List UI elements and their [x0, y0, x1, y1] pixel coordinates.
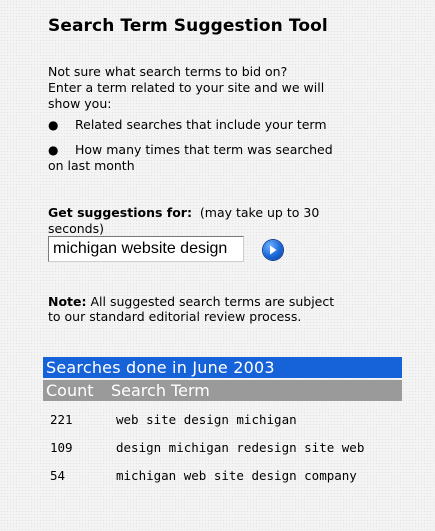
intro-line-1: Not sure what search terms to bid on? [48, 64, 288, 79]
suggestions-hint: (may take up to 30 [199, 205, 320, 220]
bullet-icon: ● [48, 143, 59, 157]
table-row [43, 405, 402, 433]
suggestions-label-bold: Get suggestions for: [48, 205, 192, 220]
row-count: 54 [50, 467, 66, 483]
table-row [43, 433, 402, 461]
intro-text [48, 64, 388, 112]
row-search-term: design michigan redesign site web [116, 439, 365, 455]
note-text: All suggested search terms are subject [90, 294, 335, 309]
table-row [43, 461, 402, 489]
feature-list [48, 117, 388, 174]
row-search-term: michigan web site design company [116, 467, 357, 483]
arrow-right-circle-icon [263, 240, 283, 260]
note-text-continued: to our standard editorial review process. [48, 309, 302, 324]
intro-line-2: Enter a term related to your site and we will [48, 80, 325, 95]
row-count: 109 [50, 439, 73, 455]
search-term-input[interactable] [48, 236, 244, 262]
row-count: 221 [50, 411, 73, 427]
note-label: Note: [48, 294, 87, 309]
suggestions-hint-continued: seconds) [48, 221, 104, 236]
results-column-header [43, 380, 402, 401]
page-title: Search Term Suggestion Tool [48, 16, 328, 36]
results-table [43, 405, 402, 489]
feature-item-text: Related searches that include your term [75, 117, 327, 132]
row-search-term: web site design michigan [116, 411, 297, 427]
editorial-note [48, 294, 393, 324]
feature-item-count [48, 142, 388, 174]
feature-item-text: How many times that term was searched [75, 142, 333, 157]
column-header-count: Count [46, 381, 94, 400]
feature-item-text-continued: on last month [48, 158, 135, 173]
feature-item-related [48, 117, 388, 133]
column-header-search-term: Search Term [111, 381, 210, 400]
go-button[interactable] [263, 240, 283, 260]
suggestions-label [48, 205, 393, 237]
bullet-icon: ● [48, 118, 59, 132]
intro-line-3: show you: [48, 96, 112, 111]
results-header: Searches done in June 2003 [43, 357, 402, 378]
